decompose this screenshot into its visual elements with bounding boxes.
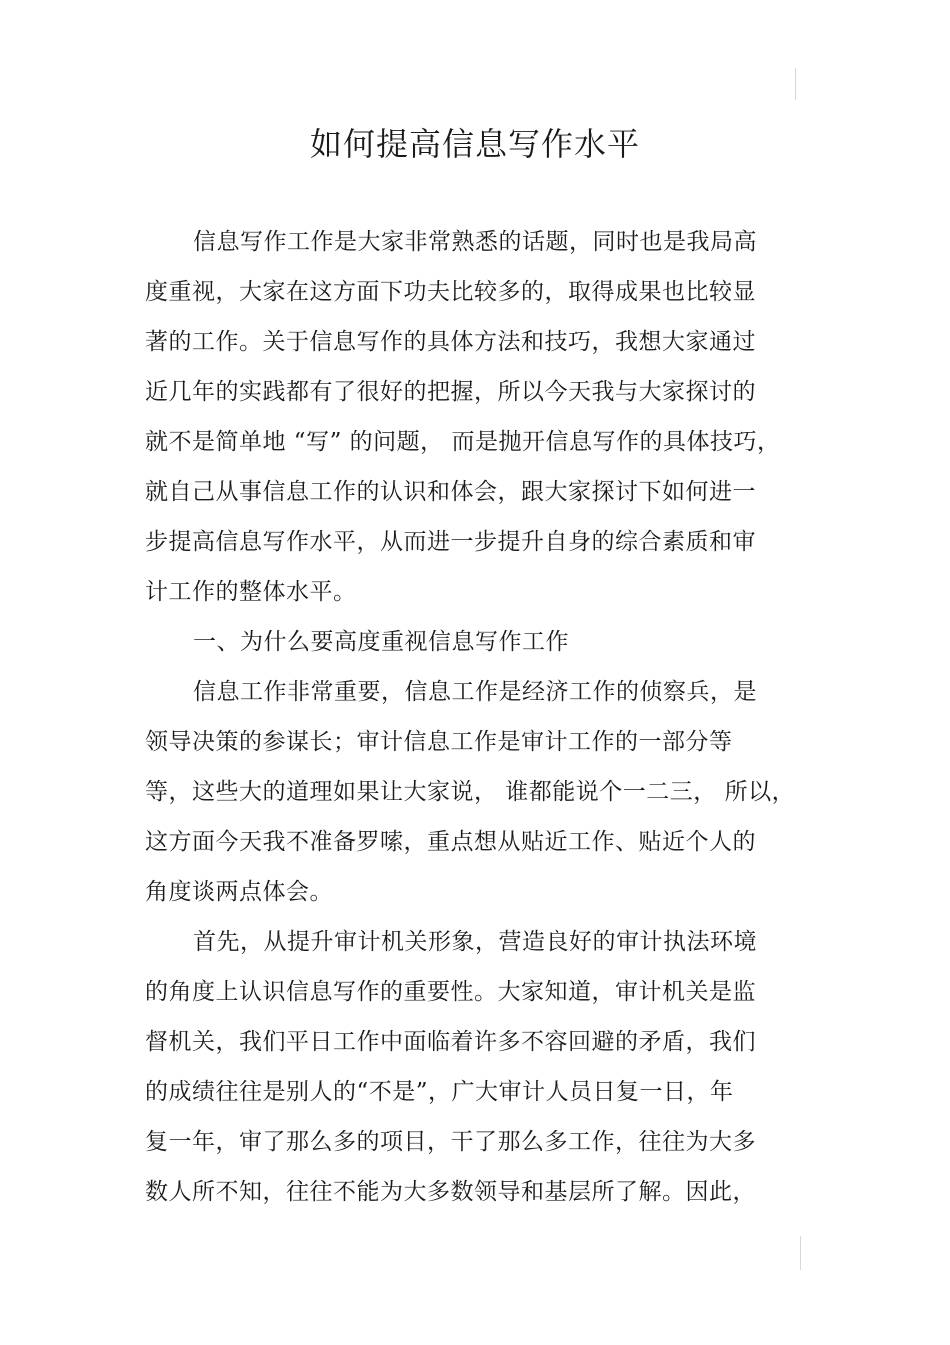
text-line: 步提高信息写作水平，从而进一步提升自身的综合素质和审 [145, 529, 756, 555]
text-line: 督机关，我们平日工作中面临着许多不容回避的矛盾，我们 [145, 1029, 756, 1055]
page-edge-mark-bottom [800, 1236, 801, 1270]
section-heading: 一、为什么要高度重视信息写作工作 [193, 629, 569, 655]
text-line: 就自己从事信息工作的认识和体会，跟大家探讨下如何进一 [145, 479, 756, 505]
text-line: 计工作的整体水平。 [145, 579, 357, 605]
page-edge-mark-top [795, 68, 796, 100]
text-line: 这方面今天我不准备罗嗦，重点想从贴近工作、贴近个人的 [145, 829, 756, 855]
text-line: 就不是简单地 “写” 的问题， 而是抛开信息写作的具体技巧， [145, 429, 781, 455]
text-line: 信息工作非常重要，信息工作是经济工作的侦察兵，是 [193, 679, 757, 705]
text-line: 复一年，审了那么多的项目，干了那么多工作，往往为大多 [145, 1129, 756, 1155]
text-line: 角度谈两点体会。 [145, 879, 333, 905]
text-line: 的角度上认识信息写作的重要性。大家知道，审计机关是监 [145, 979, 756, 1005]
text-line: 的成绩往往是别人的“不是”，广大审计人员日复一日，年 [145, 1079, 734, 1105]
text-line: 首先，从提升审计机关形象，营造良好的审计执法环境 [193, 929, 757, 955]
text-line: 领导决策的参谋长；审计信息工作是审计工作的一部分等 [145, 729, 733, 755]
text-line: 度重视，大家在这方面下功夫比较多的，取得成果也比较显 [145, 279, 756, 305]
text-line: 等，这些大的道理如果让大家说， 谁都能说个一二三， 所以， [145, 779, 796, 805]
document-title: 如何提高信息写作水平 [309, 125, 640, 163]
text-line: 信息写作工作是大家非常熟悉的话题，同时也是我局高 [193, 229, 757, 255]
text-line: 近几年的实践都有了很好的把握，所以今天我与大家探讨的 [145, 379, 756, 405]
text-line: 著的工作。关于信息写作的具体方法和技巧，我想大家通过 [145, 329, 756, 355]
document-body [145, 224, 805, 1224]
text-line: 数人所不知，往往不能为大多数领导和基层所了解。因此， [145, 1179, 756, 1205]
